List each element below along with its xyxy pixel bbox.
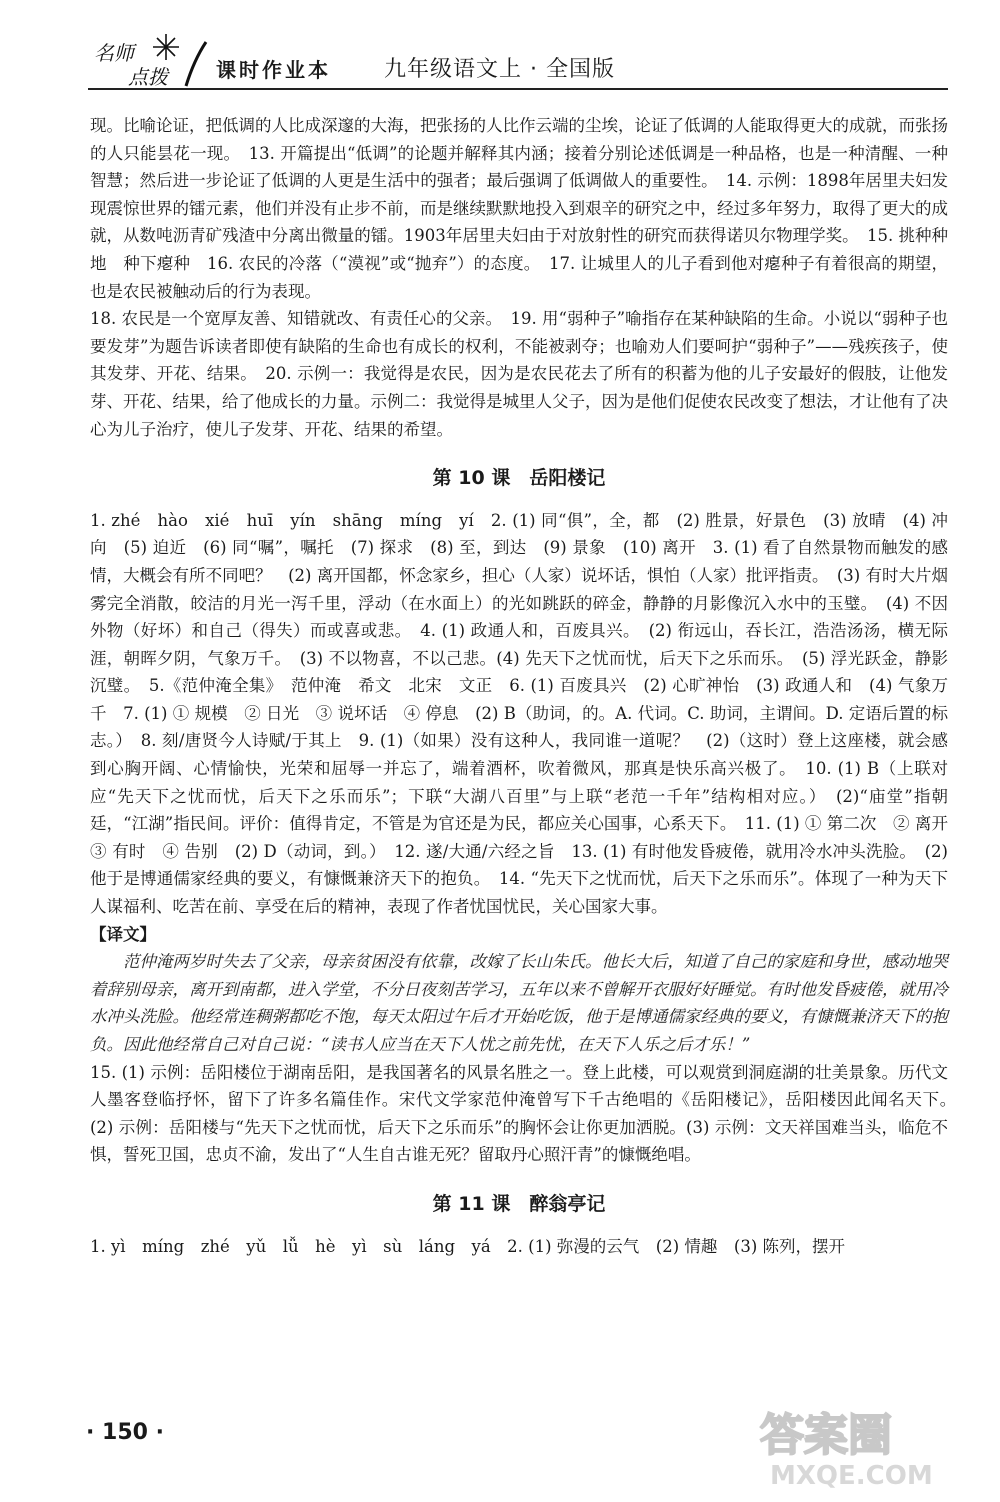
paragraph: 1. zhé hào xié huī yín shāng míng yí 2. (1) 同“俱”，全，都 (2) 胜景，好景色 (3) 放晴 (4) 冲向 (5) 迫近 (6) 同“嘱”，嘱托 (7) 探求 (8) 至，到达 (9) 景象 (10) 离开 3. (1) 看了自然景物而触发的感情，大概会有所不同吧？ (2) 离开国都，怀念家乡，担心（人家）说坏话，惧怕（人家）批评指责。 (3) 有时大片烟雾完全消散，皎洁的月光一泻千里，浮动（在水面上）的光如跳跃的碎金，静静的月影像沉入水中的玉璧。 (4) 不因外物（好坏）和自己（得失）而或喜或悲。 4. (1) 政通人和，百废具兴。 (2) 衔远山，吞长江，浩浩汤汤，横无际涯，朝晖夕阴，气象万千。 (3) 不以物喜，不以己悲。(4) 先天下之忧而忧，后天下之乐而乐。 (5) 浮光跃金，静影沉璧。 5.《范仲淹全集》 范仲淹 希文 北宋 文正 6. (1) 百废具兴 (2) 心旷神怡 (3) 政通人和 (4) 气象万千 7. (1) ① 规模 ② 日光 ③ 说坏话 ④ 停息 (2) B（助词，的。A. 代词。C. 助词，主谓间。D. 定语后置的标志。） 8. 刻/唐贤今人诗赋/于其上 9. (1)（如果）没有这种人，我同谁一道呢？ (2)（这时）登上这座楼，就会感到心胸开阔、心情愉快，光荣和屈辱一并忘了，端着酒杯，吹着微风，那真是快乐高兴极了。 10. (1) B（上联对应“先天下之忧而忧，后天下之乐而乐”；下联“大湖八百里”与上联“老范一千年”结构相对应。） (2)“庙堂”指朝廷，“江湖”指民间。评价：值得肯定，不管是为官还是为民，都应关心国事，心系天下。 11. (1) ① 第二次 ② 离开 ③ 有时 ④ 告别 (2) D（动词，到。） 12. 遂/大通/六经之旨 13. (1) 有时他发昏疲倦，就用冷水冲头洗脸。 (2) 他于是博通儒家经典的要义，有慷慨兼济天下的抱负。 14. “先天下之忧而忧，后天下之乐而乐”。体现了一种为天下人谋福利、吃苦在前、享受在后的精神，表现了作者忧国忧民，关心国家大事。 bbox=[90, 510, 965, 917]
translation-tag: 【译文】 bbox=[90, 924, 156, 944]
svg-text:名师: 名师 bbox=[94, 41, 134, 65]
svg-text:答案圈: 答案圈 bbox=[760, 1410, 892, 1461]
page-header bbox=[88, 30, 948, 92]
logo-icon bbox=[88, 30, 208, 92]
answer-content bbox=[90, 112, 965, 1260]
header-divider bbox=[88, 88, 948, 90]
paragraph: 1. yì míng zhé yǔ lǚ hè yì sù láng yá 2. (1) 弥漫的云气 (2) 情趣 (3) 陈列，摆开 bbox=[90, 1236, 846, 1256]
paragraph: 现。比喻论证，把低调的人比成深邃的大海，把张扬的人比作云端的尘埃，论证了低调的人能取得更大的成就，而张扬的人只能昙花一现。 13. 开篇提出“低调”的论题并解释其内涵；接着分别论述低调是一种品格，也是一种清醒、一种智慧；然后进一步论证了低调的人更是生活中的强者；最后强调了低调做人的重要性。 14. 示例：1898年居里夫妇发现震惊世界的镭元素，他们并没有止步不前，而是继续默默地投入到艰辛的研究之中，经过多年努力，取得了更大的成就，从数吨沥青矿残渣中分离出微量的镭。1903年居里夫妇由于对放射性的研究而获得诺贝尔物理学奖。 15. 挑种种地 种下瘪种 16. 农民的冷落（“漠视”或“抛弃”）的态度。 17. 让城里人的儿子看到他对瘪种子有着很高的期望，也是农民被触动后的行为表现。 bbox=[90, 116, 948, 301]
watermark-icon bbox=[750, 1400, 960, 1492]
watermark-logo bbox=[750, 1400, 960, 1492]
lesson-10-title: 第 10 课 岳阳楼记 bbox=[432, 467, 606, 490]
svg-text:MXQE.COM: MXQE.COM bbox=[770, 1461, 933, 1491]
lesson-11-title: 第 11 课 醉翁亭记 bbox=[432, 1192, 606, 1215]
paragraph: 15. (1) 示例：岳阳楼位于湖南岳阳，是我国著名的风景名胜之一。登上此楼，可以观赏到洞庭湖的壮美景象。历代文人墨客登临抒怀，留下了许多名篇佳作。宋代文学家范仲淹曾写下千古绝唱的《岳阳楼记》，岳阳楼因此闻名天下。 (2) 示例：岳阳楼与“先天下之忧而忧，后天下之乐而乐”的胸怀会让你更加洒脱。(3) 示例：文天祥国难当头，临危不惧，誓死卫国，忠贞不渝，发出了“人生自古谁无死？留取丹心照汗青”的慷慨绝唱。 bbox=[90, 1062, 965, 1165]
translation-text: 范仲淹两岁时失去了父亲，母亲贫困没有依靠，改嫁了长山朱氏。他长大后，知道了自己的家庭和身世，感动地哭着辞别母亲，离开到南都，进入学堂，不分日夜刻苦学习，五年以来不曾解开衣服好好睡觉。有时他发昏疲倦，就用冷水冲头洗脸。他经常连稠粥都吃不饱，每天太阳过午后才开始吃饭，他于是博通儒家经典的要义，有慷慨兼济天下的抱负。因此他经常自己对自己说：“读书人应当在天下人忧之前先忧，在天下人乐之后才乐！” bbox=[90, 952, 948, 1054]
series-title: 课时作业本 bbox=[216, 58, 331, 82]
page-number: · 150 · bbox=[86, 1420, 164, 1445]
paragraph: 18. 农民是一个宽厚友善、知错就改、有责任心的父亲。 19. 用“弱种子”喻指存在某种缺陷的生命。小说以“弱种子也要发芽”为题告诉读者即使有缺陷的生命也有成长的权利，不能被剥夺；也喻劝人们要呵护“弱种子”——残疾孩子，使其发芽、开花、结果。 20. 示例一：我觉得是农民，因为是农民花去了所有的积蓄为他的儿子安最好的假肢，让他发芽、开花、结果，给了他成长的力量。示例二：我觉得是城里人父子，因为是他们促使农民改变了想法，才让他有了决心为儿子治疗，使儿子发芽、开花、结果的希望。 bbox=[90, 309, 948, 439]
subject-title: 九年级语文上 · 全国版 bbox=[384, 57, 615, 82]
svg-text:点拨: 点拨 bbox=[128, 65, 168, 89]
publisher-logo bbox=[88, 30, 208, 92]
